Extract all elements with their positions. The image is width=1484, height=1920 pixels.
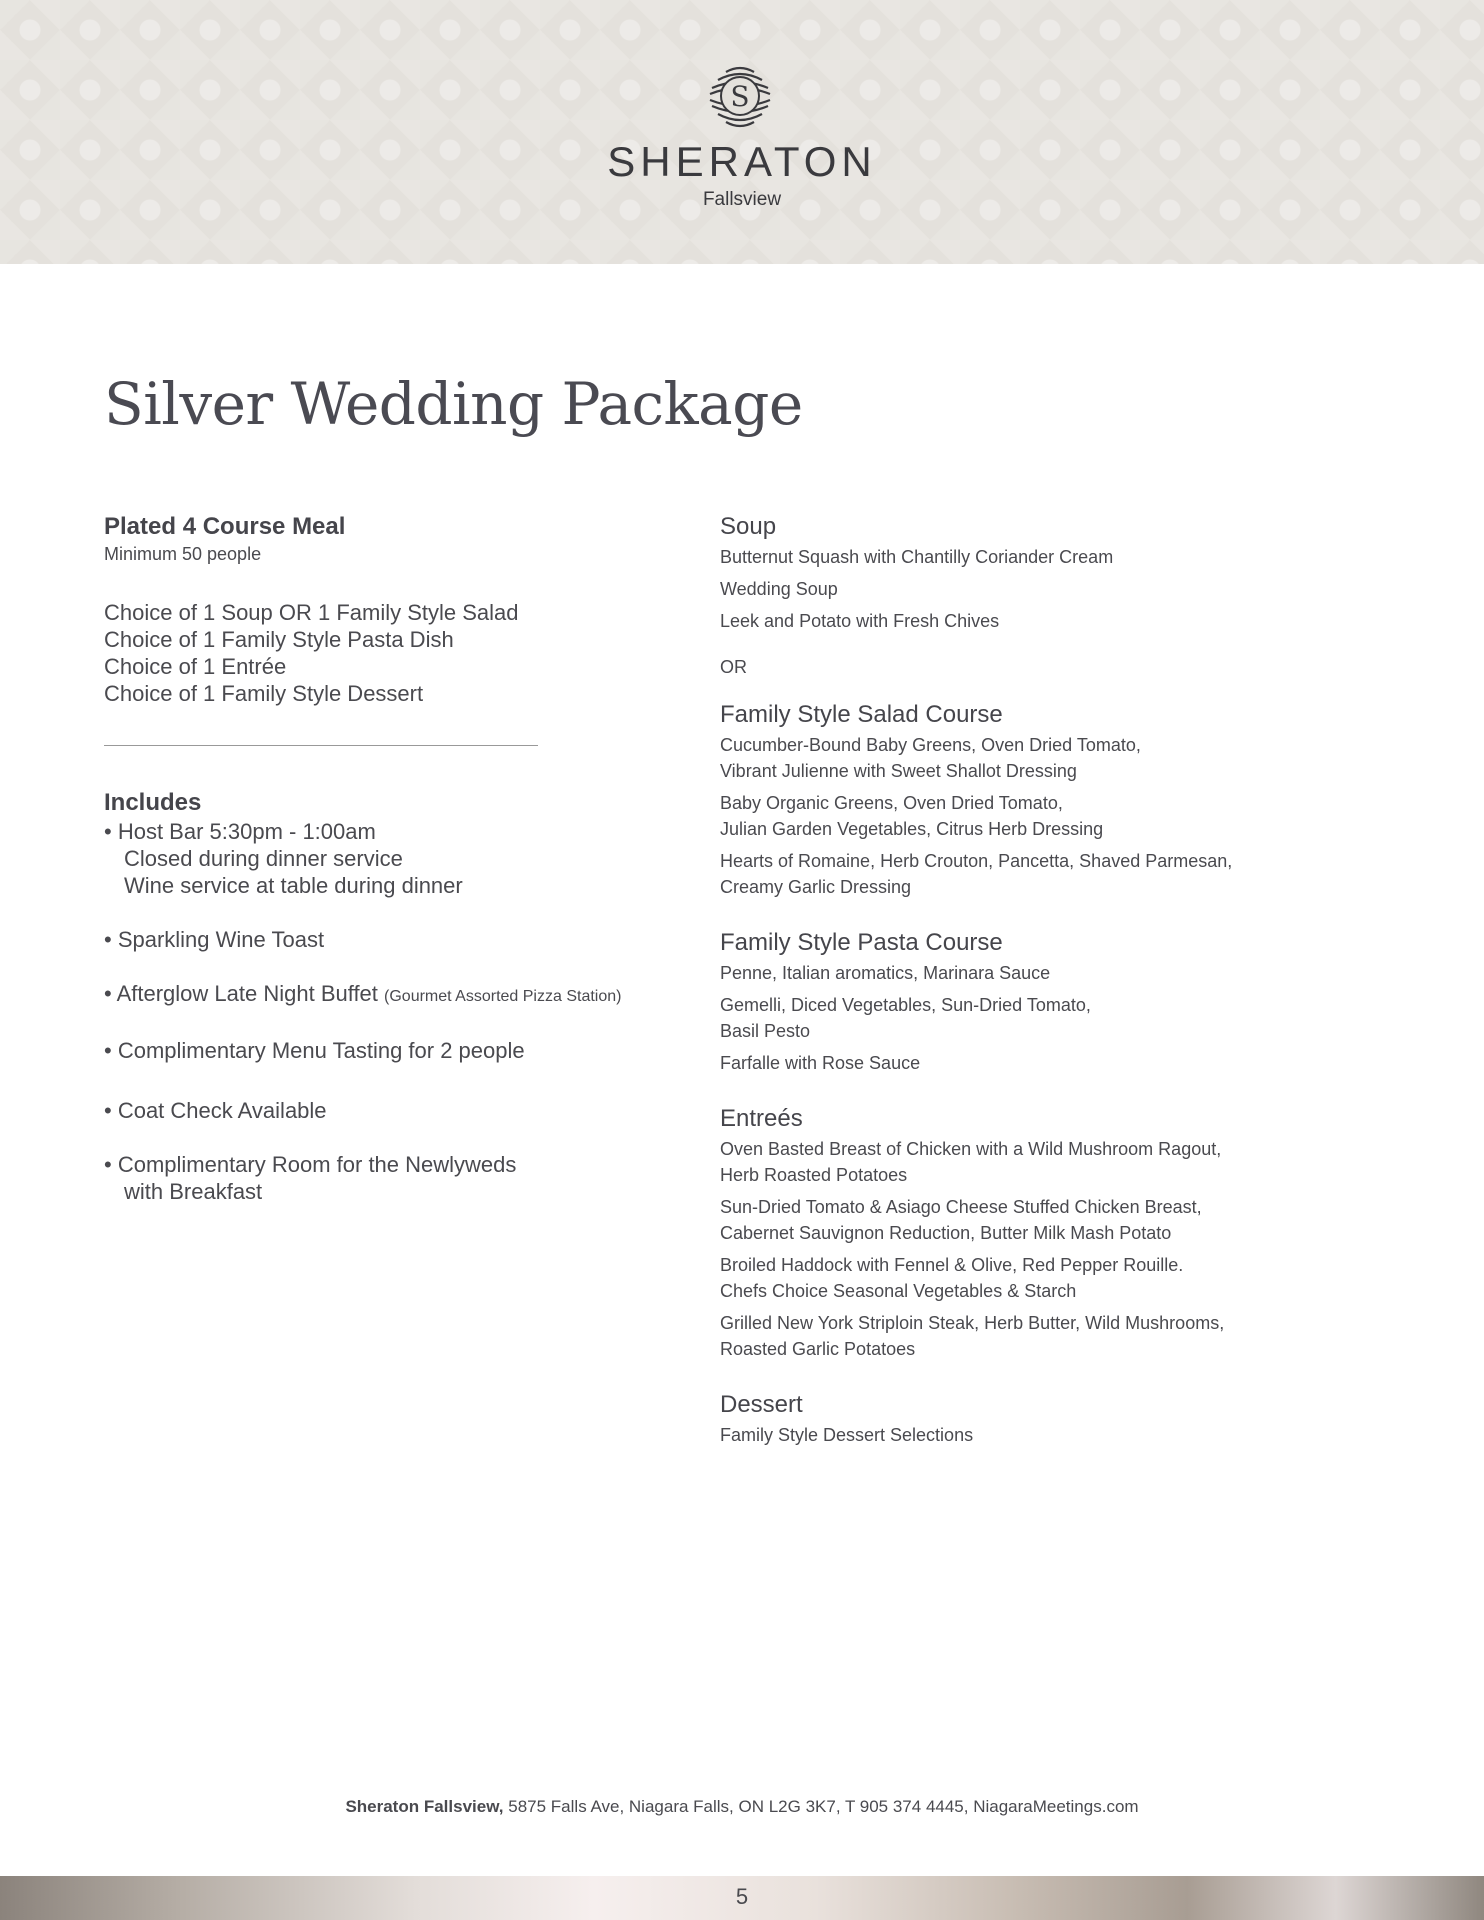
- include-text: • Afterglow Late Night Buffet: [104, 981, 378, 1006]
- menu-item-line: Vibrant Julienne with Sweet Shallot Dressing: [720, 761, 1077, 781]
- menu-item-line: Roasted Garlic Potatoes: [720, 1339, 916, 1359]
- menu-item: Butternut Squash with Chantilly Coriander Cream: [720, 547, 1114, 567]
- include-note: (Gourmet Assorted Pizza Station): [384, 988, 622, 1005]
- include-subtext: Closed during dinner service: [124, 846, 403, 871]
- choice-item: Choice of 1 Soup OR 1 Family Style Salad: [104, 600, 519, 625]
- menu-item-line: Cucumber-Bound Baby Greens, Oven Dried Tomato,: [720, 735, 1141, 755]
- menu-item: Wedding Soup: [720, 579, 838, 599]
- section-heading: Entreés: [720, 1105, 803, 1132]
- menu-item: [720, 1194, 1360, 1246]
- dessert-section: [720, 1390, 1360, 1448]
- menu-item-line: Julian Garden Vegetables, Citrus Herb Dressing: [720, 819, 1104, 839]
- menu-item-line: Broiled Haddock with Fennel & Olive, Red Pepper Rouille.: [720, 1255, 1184, 1275]
- menu-item: Family Style Dessert Selections: [720, 1425, 974, 1445]
- menu-item-line: Creamy Garlic Dressing: [720, 877, 912, 897]
- footer-address-text: 5875 Falls Ave, Niagara Falls, ON L2G 3K7, T 905 374 4445, NiagaraMeetings.com: [503, 1797, 1139, 1816]
- menu-item: [720, 1310, 1360, 1362]
- menu-item: [720, 1136, 1360, 1188]
- include-subtext: with Breakfast: [124, 1179, 263, 1204]
- soup-section: [720, 512, 1360, 634]
- or-separator: OR: [720, 657, 747, 677]
- menu-item-line: Chefs Choice Seasonal Vegetables & Starch: [720, 1281, 1077, 1301]
- brand-subtitle: Fallsview: [702, 189, 782, 210]
- include-text: • Host Bar 5:30pm - 1:00am: [104, 819, 376, 844]
- brand-name: SHERATON: [607, 138, 877, 185]
- menu-item-line: Cabernet Sauvignon Reduction, Butter Milk Mash Potato: [720, 1223, 1172, 1243]
- menu-item-line: Herb Roasted Potatoes: [720, 1165, 908, 1185]
- footer-address: [0, 1797, 1484, 1817]
- choice-item: Choice of 1 Entrée: [104, 654, 287, 679]
- meal-heading: Plated 4 Course Meal: [104, 513, 346, 540]
- menu-item: [720, 790, 1360, 842]
- menu-item: [720, 1252, 1360, 1304]
- menu-item-line: Penne, Italian aromatics, Marinara Sauce: [720, 963, 1051, 983]
- course-choices: [104, 599, 704, 707]
- section-heading: Soup: [720, 513, 777, 540]
- menu-item: [720, 1050, 1360, 1076]
- header-banner: [0, 0, 1484, 264]
- include-room: [104, 1151, 704, 1205]
- include-coat-check: • Coat Check Available: [104, 1098, 327, 1123]
- menu-item-line: Oven Basted Breast of Chicken with a Wild Mushroom Ragout,: [720, 1139, 1222, 1159]
- choice-item: Choice of 1 Family Style Dessert: [104, 681, 424, 706]
- entrees-section: [720, 1104, 1360, 1362]
- choice-item: Choice of 1 Family Style Pasta Dish: [104, 627, 454, 652]
- menu-item: [720, 732, 1360, 784]
- menu-item-line: Sun-Dried Tomato & Asiago Cheese Stuffed Chicken Breast,: [720, 1197, 1202, 1217]
- minimum-guests: Minimum 50 people: [104, 544, 262, 564]
- menu-item-line: Grilled New York Striploin Steak, Herb Butter, Wild Mushrooms,: [720, 1313, 1225, 1333]
- menu-item: [720, 960, 1360, 986]
- menu-item-line: Baby Organic Greens, Oven Dried Tomato,: [720, 793, 1063, 813]
- divider: [104, 745, 538, 746]
- include-tasting: • Complimentary Menu Tasting for 2 people: [104, 1038, 525, 1063]
- package-summary: [104, 512, 704, 1205]
- include-toast: • Sparkling Wine Toast: [104, 927, 325, 952]
- section-heading: Family Style Pasta Course: [720, 929, 1003, 956]
- pasta-section: [720, 928, 1360, 1076]
- include-subtext: Wine service at table during dinner: [124, 873, 463, 898]
- footer-hotel-name: Sheraton Fallsview,: [345, 1797, 504, 1816]
- menu-item-line: Basil Pesto: [720, 1021, 811, 1041]
- include-afterglow: [104, 980, 704, 1010]
- menu-item: [720, 848, 1360, 900]
- menu-item: Leek and Potato with Fresh Chives: [720, 611, 1000, 631]
- menu-item-line: Hearts of Romaine, Herb Crouton, Pancetta, Shaved Parmesan,: [720, 851, 1233, 871]
- page-title: Silver Wedding Package: [104, 370, 803, 438]
- includes-heading: Includes: [104, 789, 202, 816]
- salad-section: [720, 700, 1360, 900]
- menu-column: [720, 512, 1360, 1448]
- section-heading: Dessert: [720, 1391, 803, 1418]
- sheraton-seal-icon: [702, 58, 778, 134]
- page-number: 5: [735, 1884, 749, 1909]
- include-host-bar: [104, 818, 704, 899]
- menu-item-line: Farfalle with Rose Sauce: [720, 1053, 921, 1073]
- logo-letter: S: [730, 80, 750, 113]
- menu-item-line: Gemelli, Diced Vegetables, Sun-Dried Tomato,: [720, 995, 1091, 1015]
- menu-item: [720, 992, 1360, 1044]
- section-heading: Family Style Salad Course: [720, 701, 1003, 728]
- include-text: • Complimentary Room for the Newlyweds: [104, 1152, 517, 1177]
